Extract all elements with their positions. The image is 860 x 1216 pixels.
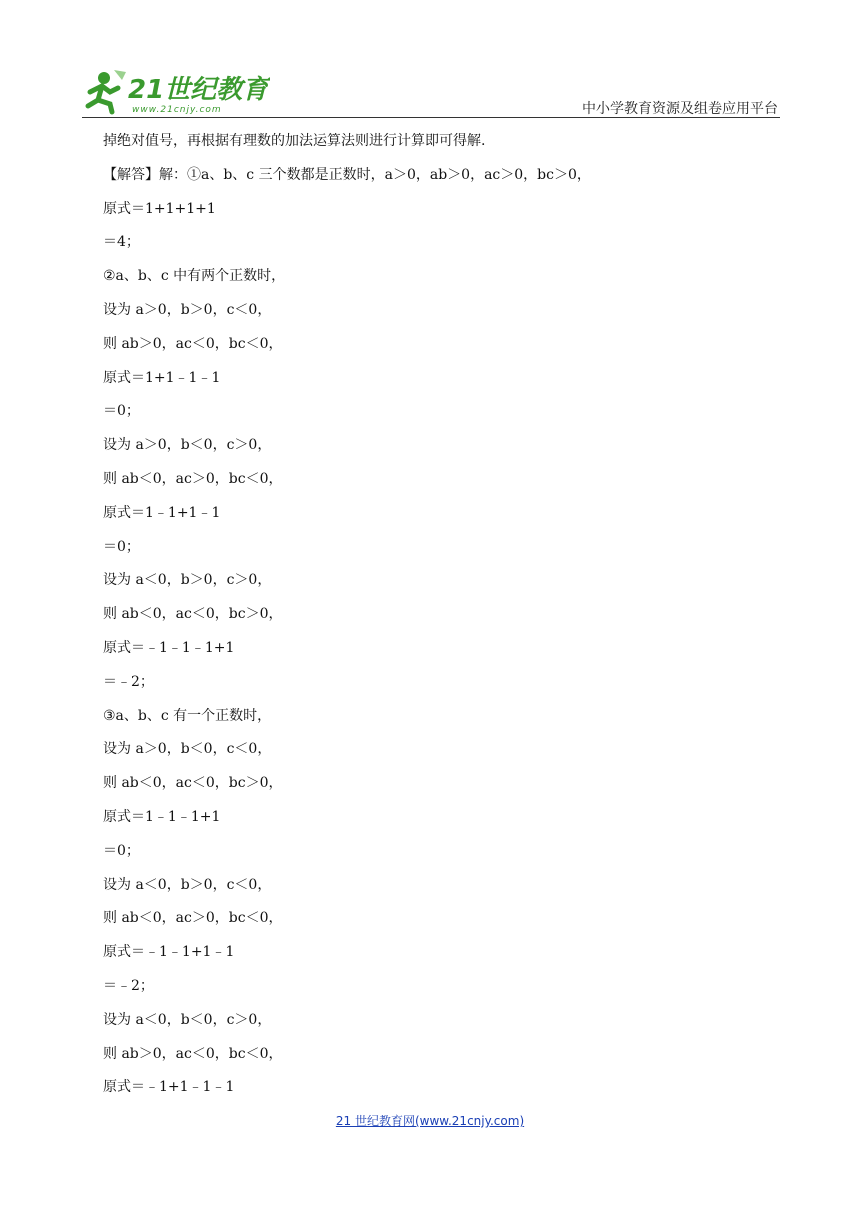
text-line: 原式＝﹣1+1﹣1﹣1	[103, 1079, 235, 1096]
text-line: ＝0；	[103, 403, 140, 420]
text-line: 设为 a＜0，b＜0，c＞0，	[103, 1011, 272, 1028]
text-line: 则 ab＜0，ac＞0，bc＜0，	[103, 470, 283, 487]
text-line: ②a、b、c 中有两个正数时，	[103, 268, 286, 285]
header-divider	[82, 117, 780, 118]
text-line: 【解答】解：①a、b、c 三个数都是正数时，a＞0，ab＞0，ac＞0，bc＞0，	[103, 166, 591, 183]
text-line: ＝﹣2；	[103, 977, 154, 994]
text-line: 则 ab＞0，ac＜0，bc＜0，	[103, 335, 283, 352]
text-line: ＝4；	[103, 234, 140, 251]
footer-site-link[interactable]: 21 世纪教育网(www.21cnjy.com)	[335, 1114, 525, 1128]
text-line: ③a、b、c 有一个正数时，	[103, 707, 272, 724]
text-line: 原式＝1+1﹣1﹣1	[103, 369, 221, 386]
text-line: 设为 a＞0，b＞0，c＜0，	[103, 301, 272, 318]
text-line: 原式＝﹣1﹣1﹣1+1	[103, 639, 235, 656]
svg-text:21世纪教育: 21世纪教育	[128, 75, 269, 105]
text-line: 则 ab＞0，ac＜0，bc＜0，	[103, 1045, 283, 1062]
text-line: 原式＝1﹣1﹣1+1	[103, 808, 221, 825]
text-line: ＝0；	[103, 538, 140, 555]
text-line: ＝﹣2；	[103, 673, 154, 690]
text-line: ＝0；	[103, 842, 140, 859]
text-line: 设为 a＞0，b＜0，c＞0，	[103, 437, 272, 454]
text-line: 原式＝﹣1﹣1+1﹣1	[103, 944, 235, 961]
runner-logo-icon	[80, 62, 270, 118]
text-line: 设为 a＞0，b＜0，c＜0，	[103, 741, 272, 758]
text-line: 原式＝1﹣1+1﹣1	[103, 504, 221, 521]
platform-label: 中小学教育资源及组卷应用平台	[582, 101, 778, 117]
text-line: 设为 a＜0，b＞0，c＜0，	[103, 876, 272, 893]
text-line: 则 ab＜0，ac＜0，bc＞0，	[103, 775, 283, 792]
text-line: 掉绝对值号，再根据有理数的加法运算法则进行计算即可得解.	[103, 133, 486, 149]
svg-text:www.21cnjy.com: www.21cnjy.com	[132, 105, 222, 115]
text-line: 设为 a＜0，b＞0，c＞0，	[103, 572, 272, 589]
page-header	[80, 62, 780, 120]
site-logo[interactable]	[80, 62, 270, 118]
text-line: 则 ab＜0，ac＞0，bc＜0，	[103, 910, 283, 927]
text-line: 原式＝1+1+1+1	[103, 200, 216, 217]
text-line: 则 ab＜0，ac＜0，bc＞0，	[103, 606, 283, 623]
solution-body	[103, 125, 783, 1105]
page-footer	[0, 1110, 860, 1129]
